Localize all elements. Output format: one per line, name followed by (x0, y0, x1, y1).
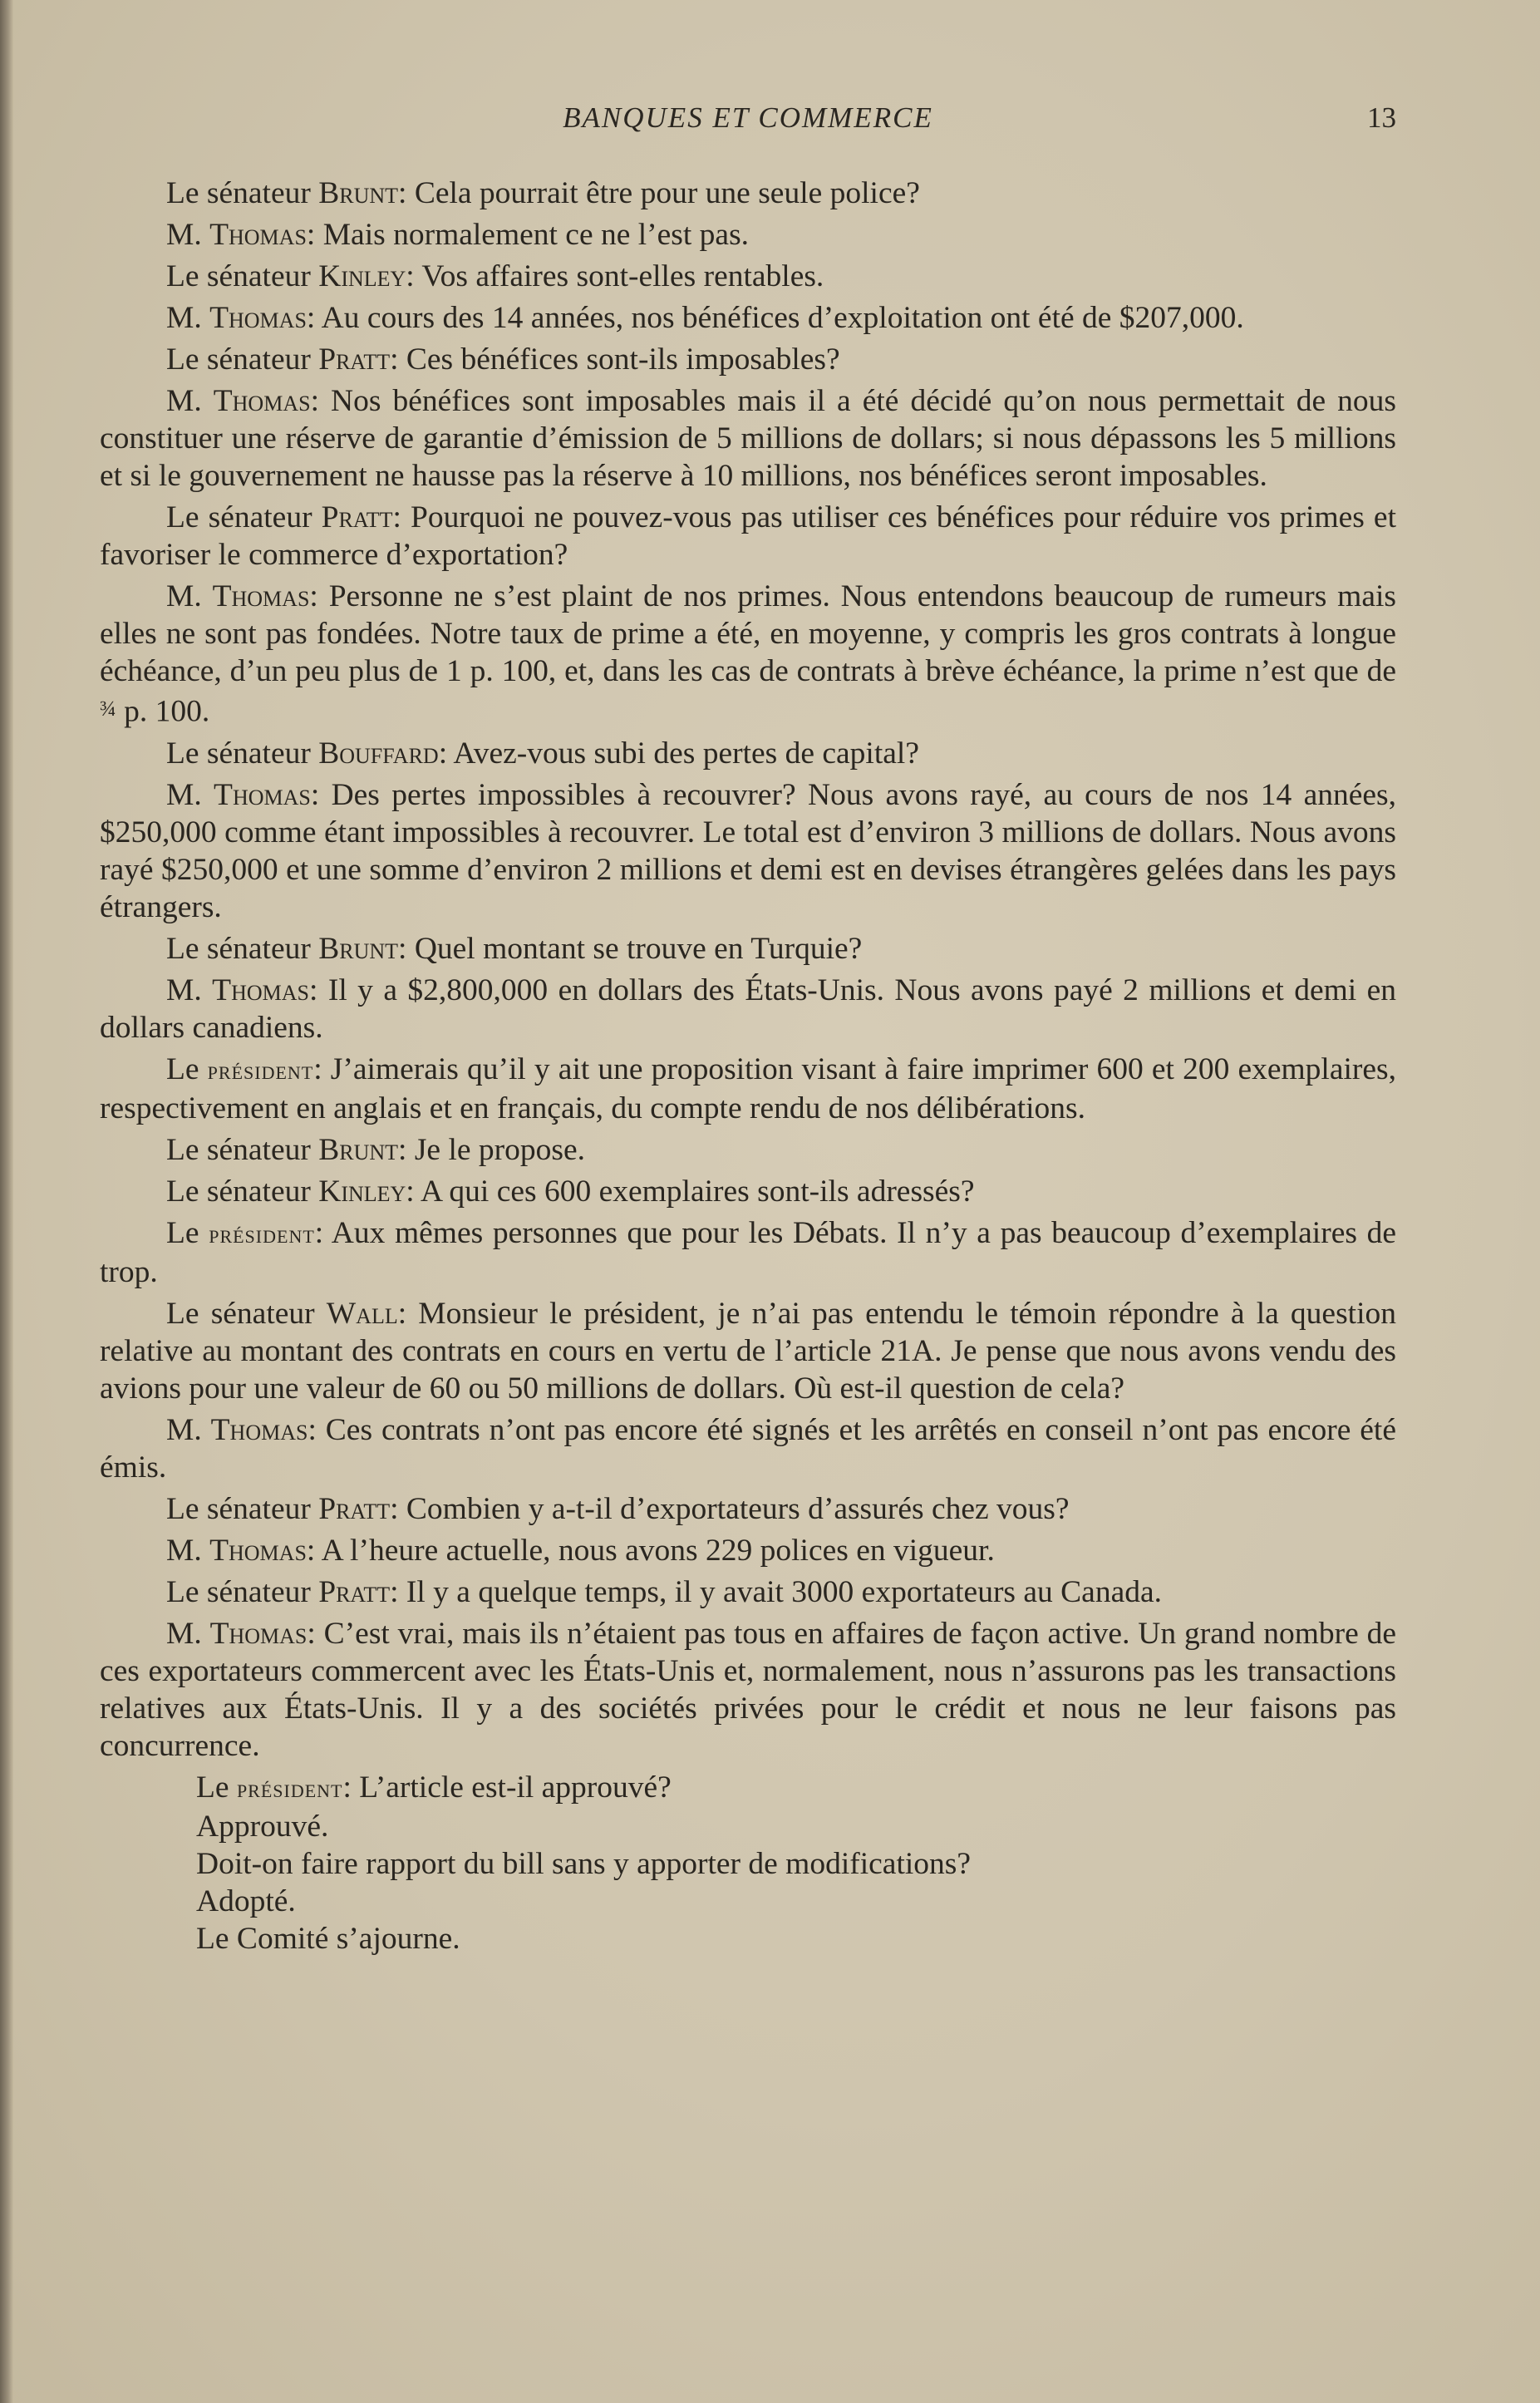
exchange-paragraph (100, 578, 1396, 731)
prefix: Le (166, 1215, 209, 1250)
prefix: M. (166, 777, 214, 812)
exchange-paragraph (100, 1295, 1396, 1407)
statement: : Ces bénéfices sont-ils imposables? (390, 342, 840, 377)
speaker-name: Kinley (318, 259, 406, 293)
speaker-role: président (207, 1056, 314, 1085)
speaker-name: Pratt (321, 500, 393, 534)
speaker-name: Brunt (318, 931, 399, 966)
statement: : Aux mêmes personnes que pour les Débats. Il n’y a pas beaucoup d’exemplaires de trop. (100, 1215, 1396, 1289)
speaker-name: Bouffard (318, 736, 439, 771)
speaker-name: Thomas (212, 973, 309, 1007)
prefix: Le sénateur (166, 736, 319, 771)
speaker-name: Thomas (213, 384, 311, 418)
statement: : L’article est-il approuvé? (342, 1770, 672, 1805)
page-binding-edge (0, 0, 13, 2403)
speaker-name: Thomas (209, 1533, 307, 1568)
speaker-name: Pratt (318, 1574, 391, 1609)
statement: : Vos affaires sont-elles rentables. (406, 259, 824, 293)
prefix: Le (196, 1770, 237, 1805)
speaker-name: Thomas (209, 218, 307, 252)
closing-line: Adopté. (196, 1883, 296, 1918)
prefix: M. (166, 384, 214, 418)
speaker-name: Pratt (318, 1491, 391, 1526)
prefix: Le sénateur (166, 931, 319, 966)
prefix: Le (166, 1051, 208, 1086)
prefix: Le sénateur (166, 342, 319, 377)
exchange-paragraph (100, 499, 1396, 574)
speaker-name: Wall (326, 1296, 398, 1331)
statement: : Il y a $2,800,000 en dollars des États-Unis. Nous avons payé 2 millions et demi en dollars canadiens. (100, 973, 1397, 1045)
exchange-paragraph (100, 930, 1396, 968)
transcript-body (100, 175, 1396, 1957)
closing-line: Approuvé. (196, 1809, 329, 1844)
statement: : Quel montant se trouve en Turquie? (398, 931, 863, 966)
statement: : Je le propose. (398, 1132, 585, 1167)
page-number: 13 (1367, 101, 1396, 134)
statement-end: p. 100. (116, 694, 210, 729)
exchange-paragraph (100, 1411, 1396, 1486)
exchange-paragraph (100, 216, 1396, 254)
statement: : Il y a quelque temps, il y avait 3000 exportateurs au Canada. (390, 1574, 1162, 1609)
closing-line: Doit-on faire rapport du bill sans y apporter de modifications? (196, 1846, 972, 1881)
closing-president-question (100, 1769, 1396, 1808)
exchange-paragraph (100, 175, 1396, 212)
exchange-paragraph (100, 1615, 1396, 1765)
speaker-role: président (236, 1774, 343, 1803)
speaker-name: Thomas (210, 1412, 308, 1447)
prefix: Le sénateur (166, 1132, 319, 1167)
statement: : Des pertes impossibles à recouvrer? Nous avons rayé, au cours de nos 14 années, $250,000 comme étant impossibles à recouvrer. Le total est d’environ 3 millions de dollars. Nous avons rayé $250,000 et une somme d’environ 2 millions et demi est en devises étrangères gelées dans les pays étrangers. (100, 777, 1397, 924)
closing-line: Le Comité s’ajourne. (196, 1921, 460, 1956)
speaker-name: Kinley (318, 1174, 406, 1209)
prefix: Le sénateur (166, 1174, 319, 1209)
exchange-paragraph (100, 735, 1396, 772)
page-header (100, 101, 1396, 143)
statement: : Nos bénéfices sont imposables mais il a été décidé qu’on nous permettait de nous constituer une réserve de garantie d’émission de 5 millions de dollars; si nous dépassons les 5 millions et si le gouvernement ne hausse pas la réserve à 10 millions, nos bénéfices seront imposables. (100, 384, 1396, 493)
exchange-paragraph (100, 341, 1396, 378)
statement: : A qui ces 600 exemplaires sont-ils adressés? (406, 1174, 975, 1209)
running-title: BANQUES ET COMMERCE (563, 101, 933, 134)
speaker-name: Thomas (212, 579, 310, 613)
exchange-paragraph (100, 1573, 1396, 1611)
exchange-paragraph (100, 1490, 1396, 1528)
exchange-paragraph (100, 776, 1396, 926)
statement: : Mais normalement ce ne l’est pas. (306, 218, 750, 252)
exchange-paragraph (100, 1051, 1396, 1127)
prefix: M. (166, 218, 210, 252)
statement: : Ces contrats n’ont pas encore été signés et les arrêtés en conseil n’ont pas encore été émis. (100, 1412, 1396, 1485)
speaker-name: Thomas (209, 1616, 308, 1651)
statement: : Personne ne s’est plaint de nos primes. Nous entendons beaucoup de rumeurs mais elles ne sont pas fondées. Notre taux de prime a été, en moyenne, y compris les gros contrats à longue échéance, d’un peu plus de 1 p. 100, et, dans les cas de contrats à brève échéance, la prime n’est que de (100, 579, 1396, 688)
prefix: M. (166, 1412, 211, 1447)
exchange-paragraph (100, 972, 1396, 1046)
statement: : Avez-vous subi des pertes de capital? (438, 736, 919, 771)
speaker-name: Thomas (209, 301, 307, 335)
speaker-name: Brunt (318, 176, 399, 210)
statement: : Pourquoi ne pouvez-vous pas utiliser ces bénéfices pour réduire vos primes et favoriser le commerce d’exportation? (100, 500, 1396, 572)
prefix: Le sénateur (166, 1296, 327, 1331)
speaker-name: Pratt (318, 342, 391, 377)
statement: : Monsieur le président, je n’ai pas entendu le témoin répondre à la question relative au montant des contrats en cours en vertu de l’article 21A. Je pense que nous avons vendu des avions pour une valeur de 60 ou 50 millions de dollars. Où est-il question de cela? (100, 1296, 1396, 1406)
statement: : Au cours des 14 années, nos bénéfices d’exploitation ont été de $207,000. (306, 301, 1244, 335)
exchange-paragraph (100, 299, 1396, 337)
prefix: M. (166, 1616, 210, 1651)
prefix: Le sénateur (166, 176, 319, 210)
statement: : Combien y a-t-il d’exportateurs d’assurés chez vous? (390, 1491, 1070, 1526)
prefix: Le sénateur (166, 1574, 319, 1609)
prefix: M. (166, 301, 210, 335)
prefix: Le sénateur (166, 1491, 319, 1526)
statement: : A l’heure actuelle, nous avons 229 polices en vigueur. (306, 1533, 995, 1568)
speaker-name: Thomas (214, 777, 311, 812)
exchange-paragraph (100, 1214, 1396, 1291)
exchange-paragraph (100, 1131, 1396, 1169)
speaker-name: Brunt (318, 1132, 399, 1167)
exchange-paragraph (100, 1173, 1396, 1210)
prefix: M. (166, 1533, 210, 1568)
prefix: M. (166, 579, 213, 613)
prefix: Le sénateur (166, 500, 322, 534)
exchange-paragraph (100, 382, 1396, 495)
exchange-paragraph (100, 1532, 1396, 1569)
statement: : J’aimerais qu’il y ait une proposition visant à faire imprimer 600 et 200 exemplaires, respectivement en anglais et en français, du compte rendu de nos délibérations. (100, 1051, 1396, 1125)
statement: : Cela pourrait être pour une seule police? (398, 176, 920, 210)
statement: : C’est vrai, mais ils n’étaient pas tous en affaires de façon active. Un grand nombre de ces exportateurs commercent avec les États-Unis et, normalement, nous n’assurons pas les transactions relatives aux États-Unis. Il y a des sociétés privées pour le crédit et nous ne leur faisons pas concurrence. (100, 1616, 1396, 1763)
prefix: M. (166, 973, 213, 1007)
prefix: Le sénateur (166, 259, 319, 293)
speaker-role: président (209, 1219, 315, 1248)
fraction-three-quarters: ¾ (100, 697, 116, 721)
exchange-paragraph (100, 258, 1396, 295)
